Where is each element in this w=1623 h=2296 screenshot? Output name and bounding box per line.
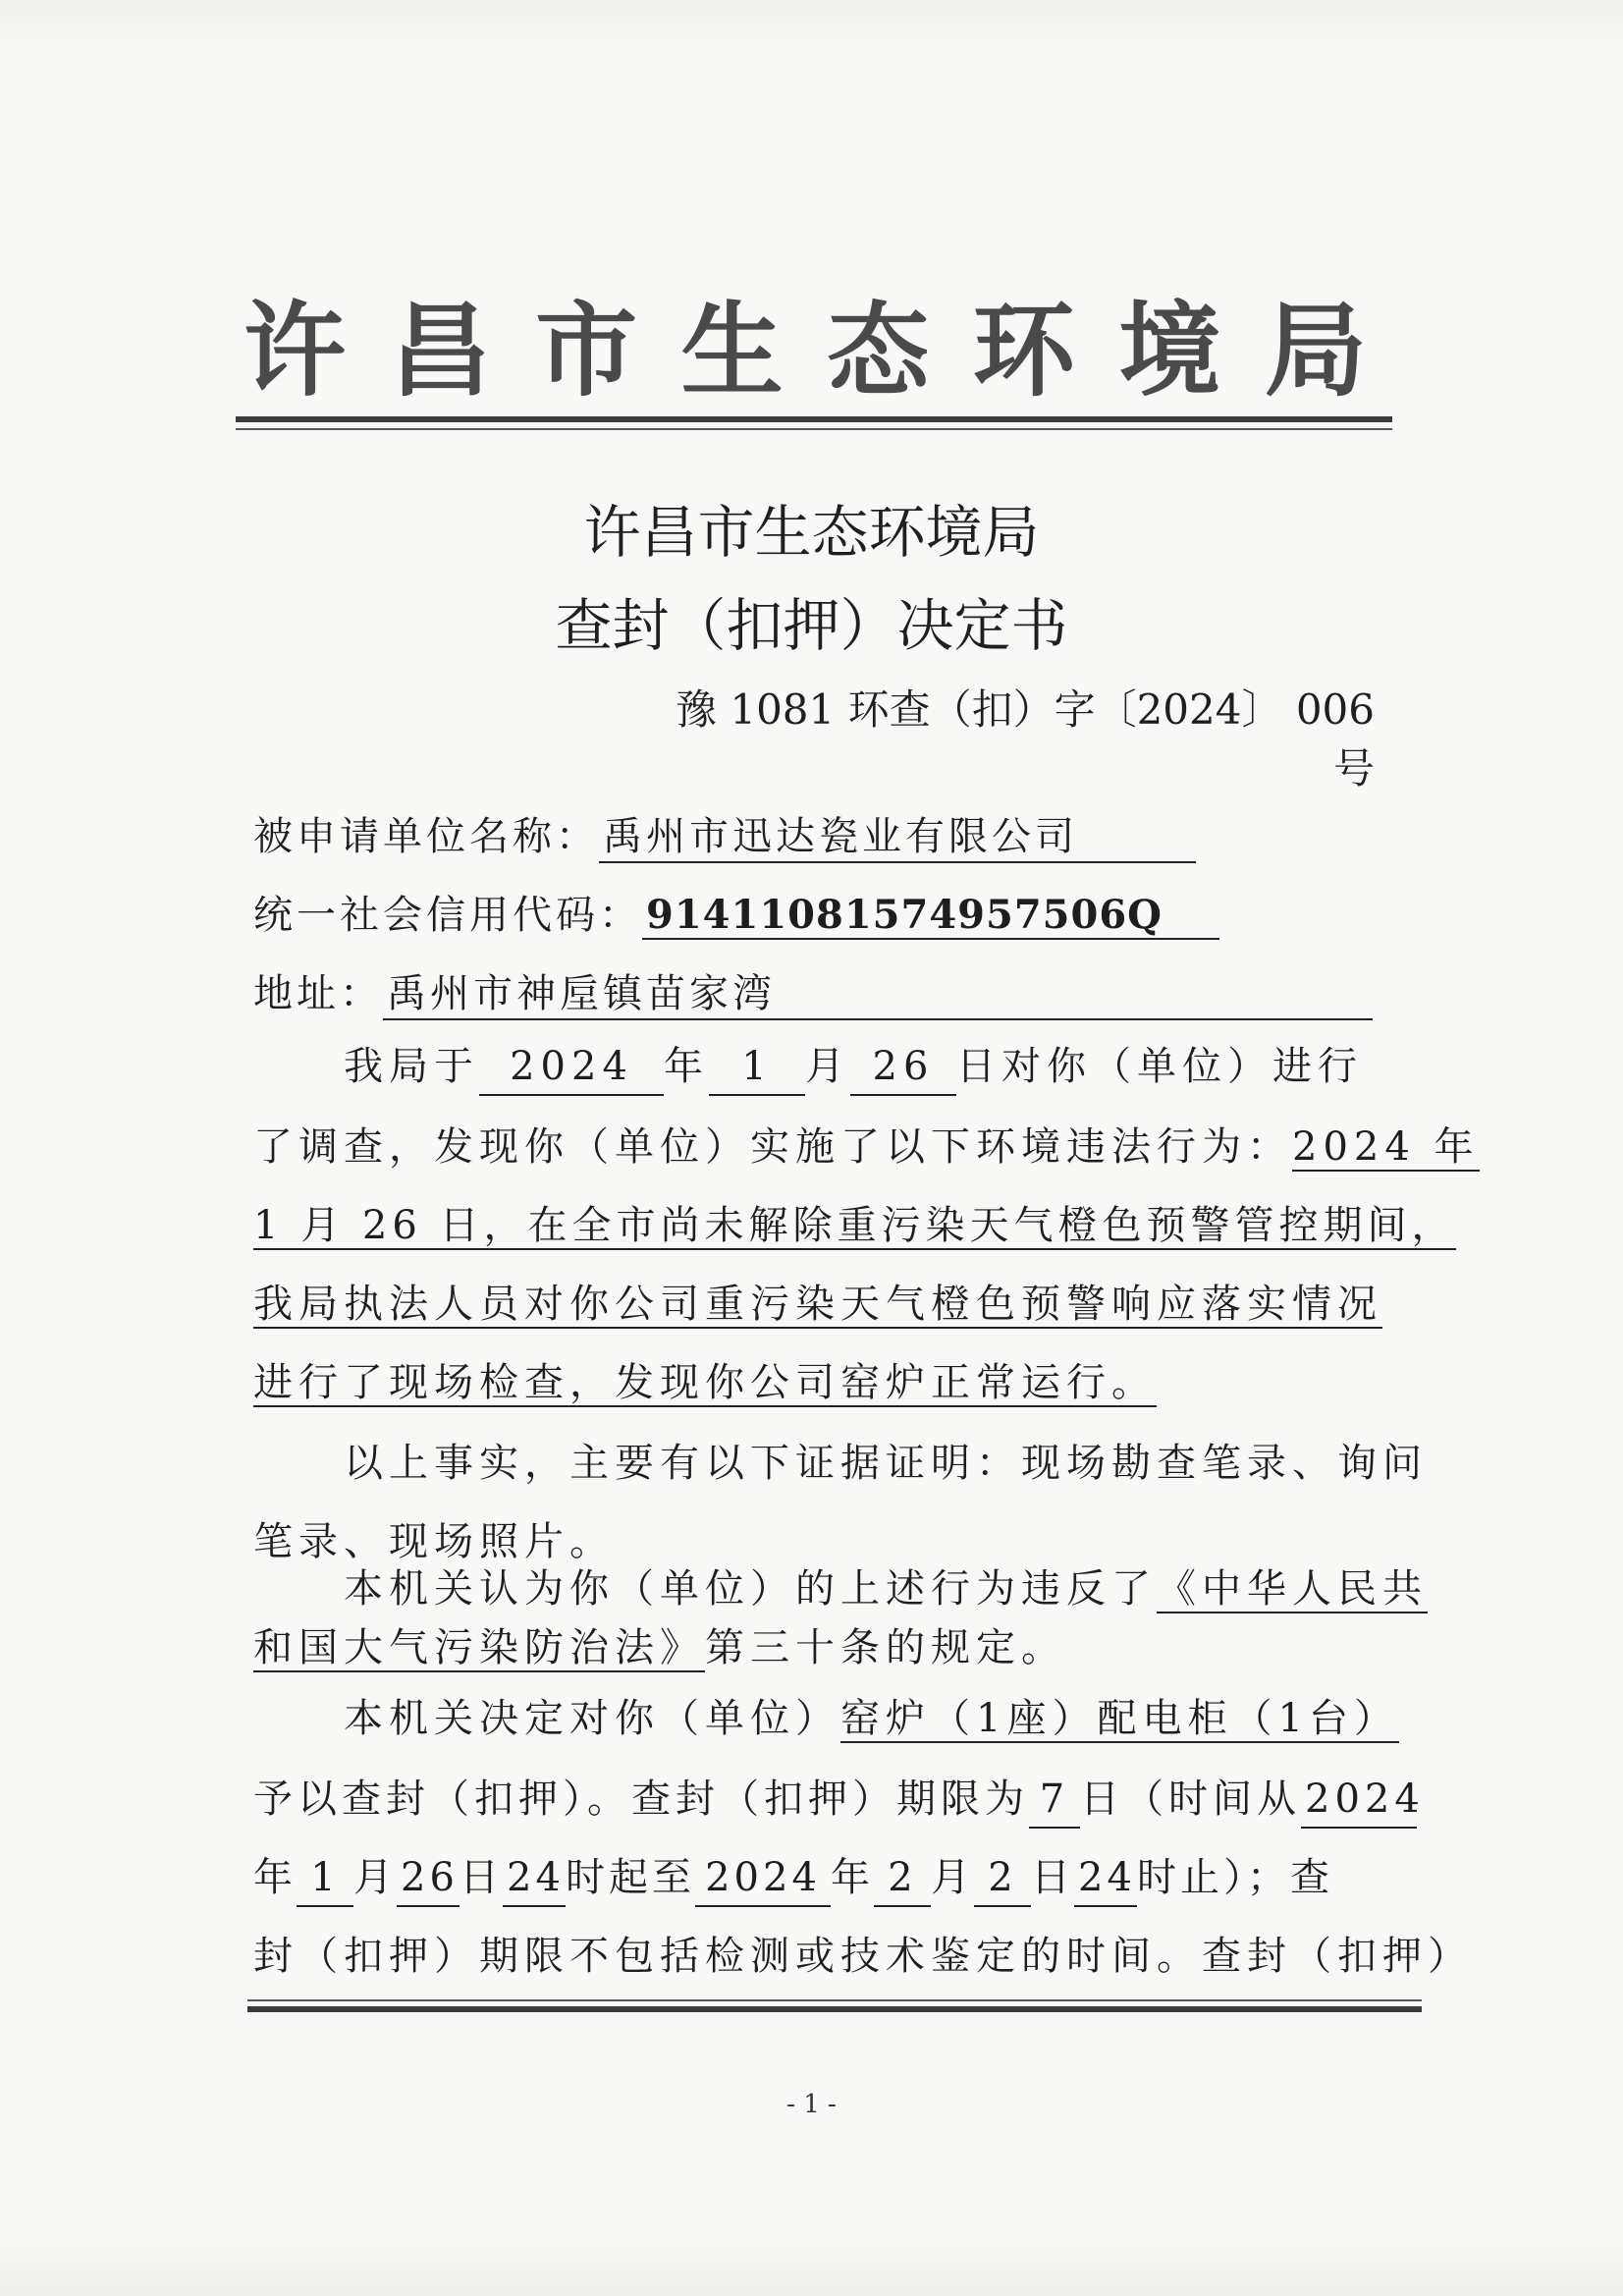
seal-start-month: 1 — [297, 1850, 353, 1907]
paragraph-2-line-1 — [344, 1436, 1428, 1491]
paragraph-4-line-3 — [253, 1850, 1379, 1907]
letterhead-char: 市 — [535, 291, 638, 410]
law-reference: 《中华人民共 — [1157, 1566, 1428, 1612]
letterhead-title — [236, 273, 1375, 410]
page-number: - 1 - — [786, 2090, 837, 2119]
text: 月 — [931, 1855, 974, 1900]
text: 年 — [664, 1044, 709, 1089]
seal-end-year: 2024 — [695, 1850, 831, 1907]
text: 月 — [353, 1855, 397, 1900]
address-value: 禹州市神垕镇苗家湾 — [383, 962, 1373, 1020]
applicant-field — [253, 805, 1196, 863]
text: 本机关决定对你（单位） — [344, 1696, 840, 1741]
text: 笔录、现场照片。 — [253, 1519, 615, 1564]
paragraph-1-line-2 — [253, 1120, 1480, 1175]
applicant-value: 禹州市迅达瓷业有限公司 — [599, 805, 1196, 863]
violation-text: 我局执法人员对你公司重污染天气橙色预警响应落实情况 — [253, 1282, 1382, 1327]
text: 日 — [460, 1855, 503, 1900]
doc-title-type: 查封（扣押）决定书 — [555, 592, 1068, 659]
letterhead-char: 许 — [243, 291, 346, 410]
paragraph-3-line-2 — [253, 1620, 1379, 1675]
seal-end-day: 2 — [974, 1850, 1031, 1907]
address-label: 地址： — [253, 971, 383, 1016]
applicant-label: 被申请单位名称： — [253, 814, 599, 859]
sealed-items: 窑炉（1座）配电柜（1台） — [840, 1696, 1399, 1741]
seal-start-year: 2024 — [1301, 1772, 1417, 1829]
letterhead-char: 境 — [1118, 291, 1221, 410]
paragraph-1-line-3 — [253, 1198, 1456, 1253]
text: 以上事实，主要有以下证据证明：现场勘查笔录、询问 — [344, 1441, 1428, 1486]
seal-duration-days: 7 — [1029, 1772, 1080, 1829]
paragraph-1-line-4 — [253, 1277, 1382, 1332]
violation-text: 2024 年 — [1292, 1124, 1480, 1170]
footer-rule-thick — [247, 2006, 1422, 2012]
address-field — [253, 962, 1373, 1020]
text: 封（扣押）期限不包括检测或技术鉴定的时间。查封（扣押） — [253, 1934, 1473, 1979]
law-reference: 和国大气污染防治法》 — [253, 1625, 705, 1670]
paragraph-1-line-1 — [344, 1039, 1379, 1096]
inspection-month: 1 — [709, 1039, 805, 1096]
paragraph-1-line-5 — [253, 1355, 1379, 1410]
text: 年 — [253, 1855, 297, 1900]
text: 我局于 — [344, 1044, 479, 1089]
seal-start-day: 26 — [397, 1850, 460, 1907]
text: 时止）；查 — [1137, 1855, 1333, 1900]
letterhead-rule-thick — [236, 416, 1392, 422]
credit-code-label: 统一社会信用代码： — [253, 893, 642, 938]
text: 本机关认为你（单位）的上述行为违反了 — [344, 1566, 1157, 1612]
text: 予以查封（扣押）。查封（扣押）期限为 — [253, 1777, 1029, 1822]
paragraph-4-line-1 — [344, 1691, 1399, 1746]
text: 日（时间从 — [1080, 1777, 1301, 1822]
letterhead-char: 态 — [827, 291, 930, 410]
doc-title-agency: 许昌市生态环境局 — [583, 499, 1040, 566]
violation-text: 进行了现场检查，发现你公司窑炉正常运行。 — [253, 1360, 1157, 1405]
text: 日 — [1031, 1855, 1074, 1900]
seal-end-month: 2 — [874, 1850, 931, 1907]
letterhead-char: 环 — [972, 291, 1075, 410]
text: 年 — [831, 1855, 874, 1900]
letterhead-char: 生 — [680, 291, 784, 410]
paragraph-4-line-4 — [253, 1929, 1473, 1984]
seal-end-hour: 24 — [1074, 1850, 1137, 1907]
paragraph-3-line-1 — [344, 1561, 1428, 1616]
letterhead-char: 局 — [1264, 291, 1367, 410]
text: 时起至 — [566, 1855, 695, 1900]
inspection-day: 26 — [850, 1039, 956, 1096]
credit-code-value: 91411081574957506Q — [642, 892, 1219, 940]
paragraph-4-line-2 — [253, 1772, 1425, 1829]
text: 第三十条的规定。 — [705, 1625, 1066, 1670]
letterhead-char: 昌 — [389, 291, 492, 410]
inspection-year: 2024 — [479, 1039, 664, 1096]
footer-rule-thin — [247, 1999, 1422, 2001]
doc-number: 豫 1081 环查（扣）字〔2024〕 006 号 — [676, 685, 1375, 793]
seal-start-hour: 24 — [503, 1850, 566, 1907]
text: 日对你（单位）进行 — [956, 1044, 1363, 1089]
text: 了调查，发现你（单位）实施了以下环境违法行为： — [253, 1124, 1292, 1170]
violation-text: 1 月 26 日，在全市尚未解除重污染天气橙色预警管控期间， — [253, 1203, 1456, 1248]
text: 月 — [805, 1044, 850, 1089]
credit-code-field — [253, 884, 1219, 940]
letterhead-rule-thin — [236, 428, 1392, 430]
